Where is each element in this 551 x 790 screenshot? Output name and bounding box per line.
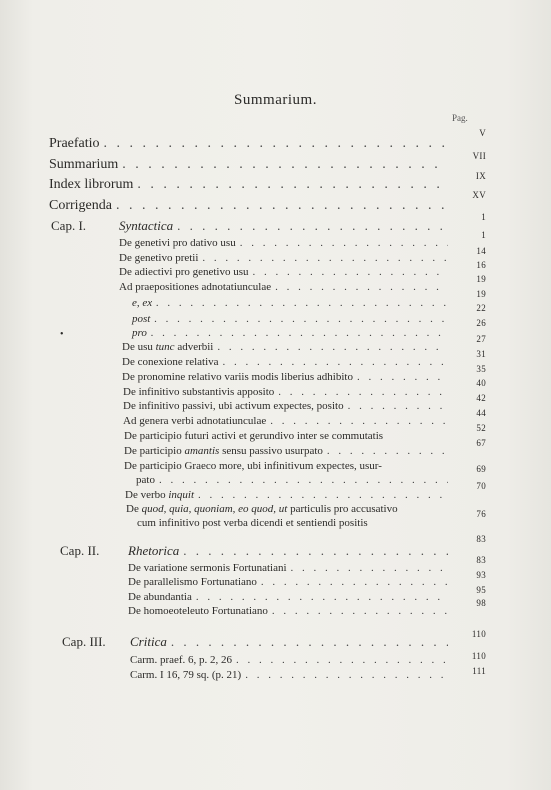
- toc-page-number: 22: [476, 303, 486, 313]
- toc-page-number: 26: [476, 318, 486, 328]
- toc-page-number: 67: [476, 438, 486, 448]
- toc-page-number: 111: [472, 666, 486, 676]
- toc-entry: De conexione relativa . . .: [122, 356, 452, 368]
- toc-entry: De quod, quia, quoniam, eo quod, ut particulis pro accusativo: [126, 503, 398, 515]
- toc-entry: De variatione sermonis Fortunatiani . . .: [128, 562, 452, 574]
- toc-page-number: XV: [472, 190, 486, 200]
- toc-page-number: 110: [471, 651, 486, 661]
- toc-entry: De genetivi pro dativo usu . . .: [119, 237, 452, 249]
- toc-entry: De verbo inquit . . .: [125, 489, 452, 501]
- toc-entry: De usu tunc adverbii . . .: [122, 341, 452, 353]
- toc-entry: Ad genera verbi adnotatiunculae . . .: [123, 415, 452, 427]
- toc-entry: De parallelismo Fortunatiano . . .: [128, 576, 452, 588]
- toc-subentry: post . . .: [132, 313, 452, 325]
- toc-subentry: e, ex . . .: [132, 297, 452, 309]
- toc-page-number: 42: [476, 393, 486, 403]
- toc-page-number: V: [479, 128, 486, 138]
- toc-page-number: IX: [475, 171, 486, 181]
- toc-entry: Carm. I 16, 79 sq. (p. 21) . . .: [130, 669, 452, 681]
- toc-page-number: 83: [476, 555, 486, 565]
- toc-entry-corrigenda: Corrigenda . . .: [49, 198, 452, 214]
- toc-page-number: 35: [476, 364, 486, 374]
- toc-entry: Ad praepositiones adnotatiunculae . . .: [119, 281, 452, 293]
- toc-page-number: 52: [476, 423, 486, 433]
- toc-page-number: 76: [476, 509, 486, 519]
- margin-mark: •: [60, 329, 64, 340]
- toc-entry: De infinitivo passivi, ubi activum expectes, posito . . .: [123, 400, 452, 412]
- toc-entry: De genetivo pretii . . .: [119, 252, 452, 264]
- toc-entry-index-librorum: Index librorum . . .: [49, 177, 452, 193]
- toc-page-number: 93: [476, 570, 486, 580]
- toc-entry: De abundantia . . .: [128, 591, 452, 603]
- toc-page-number: 1: [481, 212, 486, 222]
- chapter-heading-3: Cap. III. Critica . . .: [62, 634, 452, 650]
- toc-page-number: 110: [471, 629, 486, 639]
- page-title: Summarium.: [234, 92, 317, 108]
- toc-page-number: 40: [476, 378, 486, 388]
- toc-entry: De infinitivo substantivis apposito . . .: [123, 386, 452, 398]
- toc-page-number: 19: [476, 289, 486, 299]
- toc-entry-continuation: cum infinitivo post verba dicendi et sentiendi positis: [137, 517, 368, 529]
- page-column-label: Pag.: [452, 113, 468, 123]
- toc-page-number: 44: [476, 408, 486, 418]
- toc-entry: De pronomine relativo variis modis liberius adhibito . . .: [122, 371, 452, 383]
- toc-page-number: 83: [476, 534, 486, 544]
- toc-entry: De homoeoteleuto Fortunatiano . . .: [128, 605, 452, 617]
- toc-page-number: 27: [476, 334, 486, 344]
- toc-entry: De adiectivi pro genetivo usu . . .: [119, 266, 452, 278]
- toc-entry-praefatio: Praefatio . . .: [49, 136, 452, 152]
- toc-page-number: VII: [472, 151, 486, 161]
- toc-page-number: 16: [476, 260, 486, 270]
- toc-entry: Carm. praef. 6, p. 2, 26 . . .: [130, 654, 452, 666]
- toc-entry: De participio amantis sensu passivo usurpato . . .: [124, 445, 452, 457]
- toc-page-number: 31: [476, 349, 486, 359]
- toc-page-number: 95: [476, 585, 486, 595]
- toc-entry: De participio futuri activi et gerundivo inter se commutatis: [124, 430, 384, 442]
- toc-page-number: 98: [476, 598, 486, 608]
- toc-entry: De participio Graeco more, ubi infinitivum expectes, usur-: [124, 460, 382, 472]
- toc-page-number: 14: [476, 246, 486, 256]
- chapter-heading-2: Cap. II. Rhetorica . . .: [60, 543, 452, 559]
- toc-page-number: 1: [481, 230, 486, 240]
- toc-page-number: 69: [476, 464, 486, 474]
- toc-entry-continuation: pato . . .: [136, 474, 452, 486]
- toc-entry-summarium: Summarium . . .: [49, 157, 452, 173]
- chapter-heading-1: Cap. I. Syntactica . . .: [51, 218, 452, 234]
- toc-page-number: 70: [476, 481, 486, 491]
- toc-subentry: pro . . .: [132, 327, 452, 339]
- toc-page-number: 19: [476, 274, 486, 284]
